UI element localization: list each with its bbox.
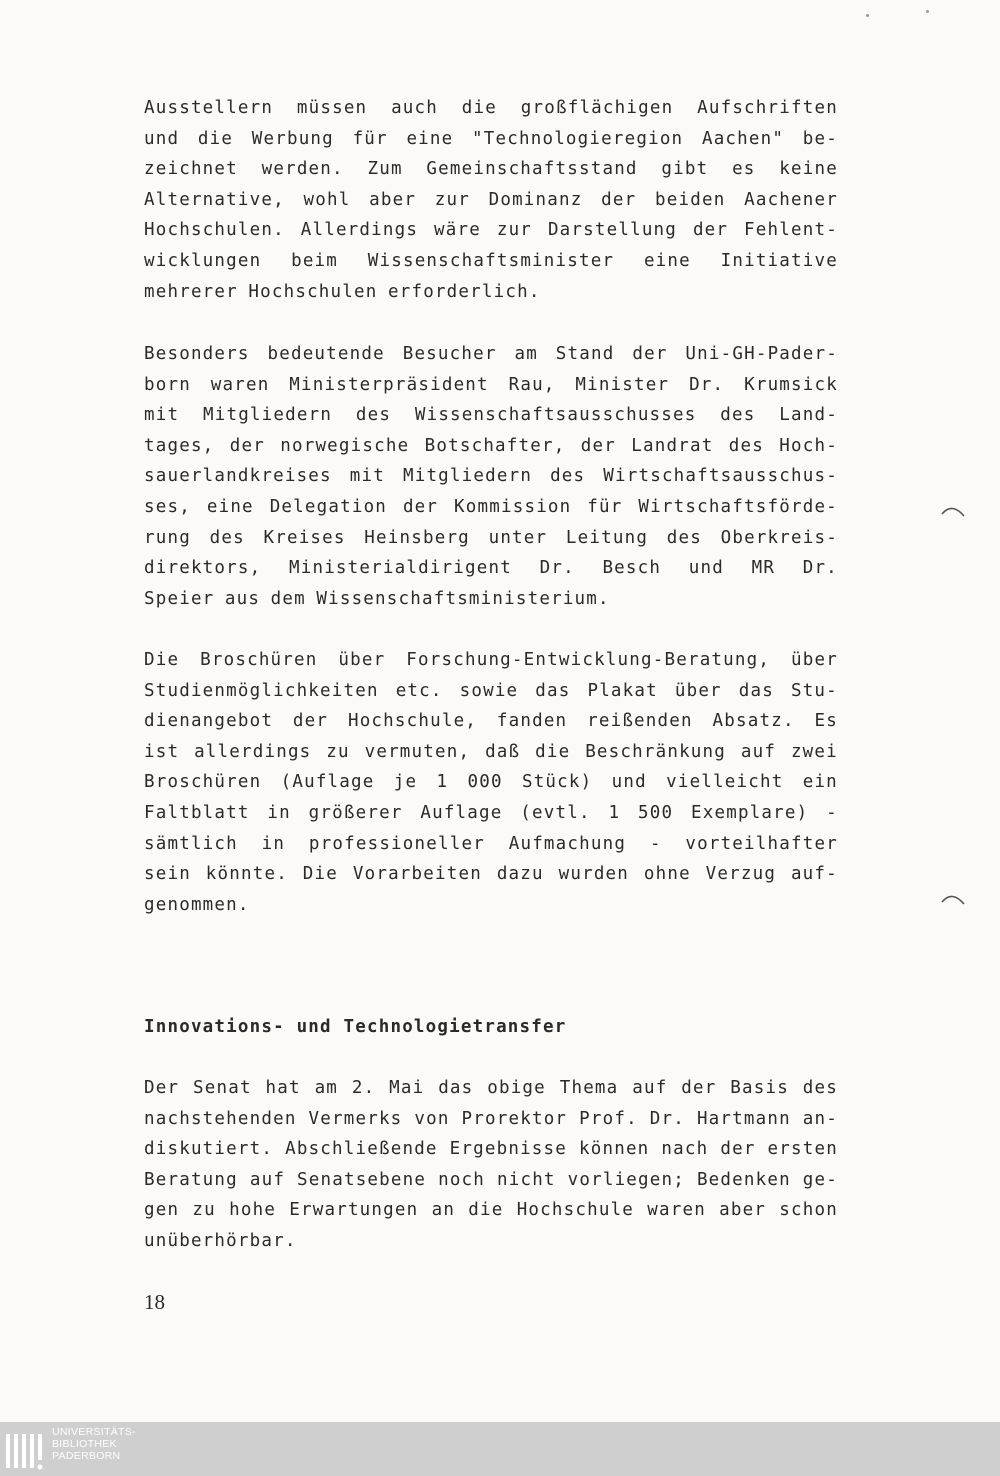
page-number: 18 bbox=[144, 1290, 165, 1314]
text-line: Besonders bedeutende Besucher am Stand der Uni-GH-Pader- bbox=[144, 344, 838, 364]
text-line: sein könnte. Die Vorarbeiten dazu wurden ohne Verzug auf- bbox=[144, 864, 838, 885]
text-line: rung des Kreises Heinsberg unter Leitung des Oberkreis- bbox=[144, 527, 838, 548]
library-logo-icon bbox=[6, 1430, 46, 1472]
text-line: dienangebot der Hochschule, fanden reißenden Absatz. Es bbox=[144, 711, 838, 732]
text-line: born waren Ministerpräsident Rau, Minister Dr. Krumsick bbox=[144, 374, 838, 395]
section-heading: Innovations- und Technologietransfer bbox=[144, 1017, 567, 1037]
text-line: gen zu hohe Erwartungen an die Hochschule waren aber schon bbox=[144, 1200, 838, 1221]
text-line: Broschüren (Auflage je 1 000 Stück) und vielleicht ein bbox=[144, 772, 838, 793]
text-line: sauerlandkreises mit Mitgliedern des Wirtschaftsausschus- bbox=[144, 466, 838, 487]
punch-hole-mark-bottom bbox=[940, 888, 966, 908]
text-line: Faltblatt in größerer Auflage (evtl. 1 500 Exemplare) - bbox=[144, 802, 838, 823]
text-line: wicklungen beim Wissenschaftsminister eine Initiative bbox=[144, 250, 838, 271]
text-line: Ausstellern müssen auch die großflächigen Aufschriften bbox=[144, 98, 838, 118]
scan-speck bbox=[866, 14, 869, 17]
text-line: diskutiert. Abschließende Ergebnisse können nach der ersten bbox=[144, 1139, 838, 1160]
paragraph-exhibition bbox=[144, 93, 838, 307]
text-line: mehrerer Hochschulen erforderlich. bbox=[144, 281, 541, 302]
text-line: mit Mitgliedern des Wissenschaftsausschusses des Land- bbox=[144, 405, 838, 426]
library-footer bbox=[0, 1422, 1000, 1476]
text-line: Beratung auf Senatsebene noch nicht vorliegen; Bedenken ge- bbox=[144, 1169, 838, 1190]
text-line: sämtlich in professioneller Aufmachung - vorteilhafter bbox=[144, 833, 838, 854]
logo-line: PADERBORN bbox=[52, 1450, 121, 1462]
text-line: nachstehenden Vermerks von Prorektor Prof. Dr. Hartmann an- bbox=[144, 1108, 838, 1129]
text-line: unüberhörbar. bbox=[144, 1230, 297, 1251]
text-line: direktors, Ministerialdirigent Dr. Besch und MR Dr. bbox=[144, 558, 838, 579]
text-line: Der Senat hat am 2. Mai das obige Thema auf der Basis des bbox=[144, 1078, 838, 1098]
text-line: und die Werbung für eine "Technologieregion Aachen" be- bbox=[144, 128, 838, 149]
paragraph-brochures bbox=[144, 645, 838, 920]
logo-line: UNIVERSITÄTS- bbox=[52, 1426, 136, 1438]
text-line: tages, der norwegische Botschafter, der Landrat des Hoch- bbox=[144, 435, 838, 456]
text-line: Hochschulen. Allerdings wäre zur Darstellung der Fehlent- bbox=[144, 220, 838, 241]
punch-hole-mark-top bbox=[940, 500, 966, 520]
text-line: Studienmöglichkeiten etc. sowie das Plakat über das Stu- bbox=[144, 680, 838, 701]
text-line: ist allerdings zu vermuten, daß die Beschränkung auf zwei bbox=[144, 741, 838, 762]
text-line: zeichnet werden. Zum Gemeinschaftsstand gibt es keine bbox=[144, 159, 838, 180]
text-line: Speier aus dem Wissenschaftsministerium. bbox=[144, 588, 610, 609]
paragraph-senate bbox=[144, 1073, 838, 1257]
logo-line: BIBLIOTHEK bbox=[52, 1438, 117, 1450]
text-line: genommen. bbox=[144, 894, 250, 915]
library-logo-text bbox=[52, 1426, 136, 1462]
paragraph-visitors bbox=[144, 339, 838, 614]
scan-speck bbox=[926, 10, 929, 13]
text-line: Alternative, wohl aber zur Dominanz der beiden Aachener bbox=[144, 189, 838, 210]
text-line: ses, eine Delegation der Kommission für Wirtschaftsförde- bbox=[144, 496, 838, 517]
text-line: Die Broschüren über Forschung-Entwicklung-Beratung, über bbox=[144, 650, 838, 670]
